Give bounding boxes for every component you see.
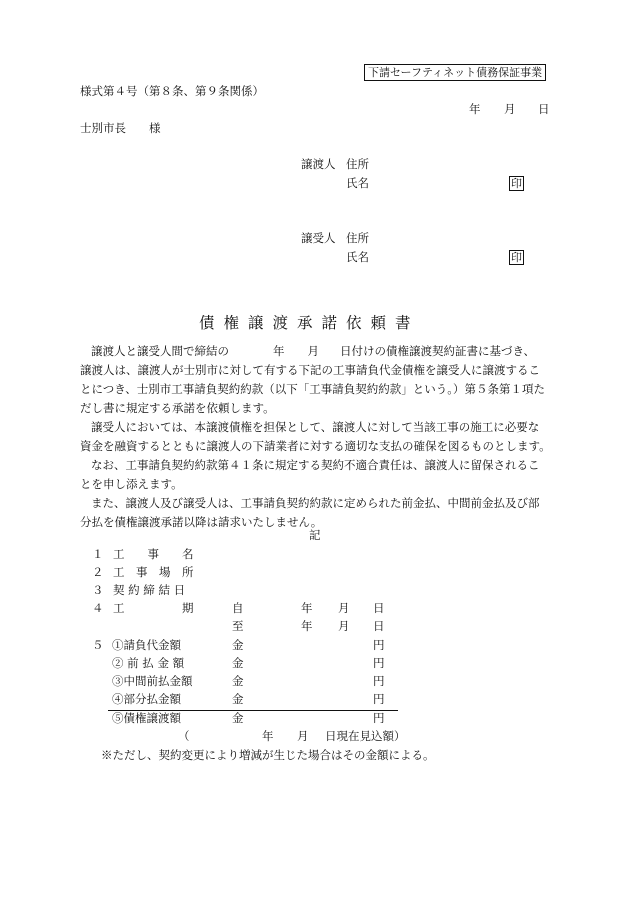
amount-prefix: 金 [232, 692, 244, 706]
paragraph-4-line-2: 分払を債権譲渡承諾以降は請求いたしません。 [80, 515, 323, 529]
date-day-label: 日 [538, 102, 550, 116]
paragraph-2-line-1 [80, 418, 558, 437]
p1-text-b: 日付けの債権譲渡契約証書に基づき、 [340, 344, 536, 358]
p1-month: 月 [307, 344, 319, 358]
footnote: ※ただし、契約変更により増減が生じた場合はその金額による。 [101, 748, 435, 762]
p4-text-1: また、譲渡人及び譲受人は、工事請負契約約款に定められた前金払、中間前金払及び部 [91, 496, 540, 510]
amount-label-interim-advance: ③中間前払金額 [112, 674, 193, 688]
transferor-name-label: 氏名 [346, 176, 369, 190]
transferor-seal: 印 [511, 177, 522, 190]
date-year-label: 年 [469, 102, 481, 116]
transferee-seal: 印 [511, 251, 522, 264]
paragraph-1-line-3: とにつき、士別市工事請負契約約款（以下「工事請負契約約款」という。）第５条第１項た [80, 382, 546, 396]
item-4-label: 工 期 [113, 601, 194, 615]
paragraph-4-line-1 [80, 494, 558, 513]
amount-suffix: 円 [373, 692, 385, 706]
ki-heading: 記 [309, 528, 321, 542]
as-of-tail: 日現在見込額） [325, 729, 406, 743]
as-of-month: 月 [297, 729, 309, 743]
paragraph-3-line-1 [80, 456, 558, 475]
transferor-address-label: 住所 [346, 157, 369, 171]
item-3-label: 契 約 締 結 日 [113, 583, 186, 597]
paragraph-1-line-1 [80, 342, 558, 361]
item-2-number: ２ [92, 565, 104, 579]
p3-text-1: なお、工事請負契約約款第４１条に規定する契約不適合責任は、譲渡人に留保されるこ [91, 458, 540, 472]
amount-prefix: 金 [232, 638, 244, 652]
item-5-number: ５ [92, 638, 104, 652]
period-from-month: 月 [338, 601, 350, 615]
addressee: 士別市長 様 [80, 121, 161, 135]
document-title: 債権譲渡承諾依頼書 [199, 314, 420, 332]
body-text [80, 342, 558, 532]
form-number: 様式第４号（第８条、第９条関係） [80, 84, 264, 98]
as-of-open: （ [178, 729, 190, 743]
period-to-day: 日 [373, 619, 385, 633]
p2-text-1: 譲受人においては、本譲渡債権を担保として、譲渡人に対して当該工事の施工に必要な [91, 420, 540, 434]
p1-year: 年 [273, 344, 285, 358]
paragraph-2-line-2: 資金を融資するとともに譲渡人の下請業者に対する適切な支払の確保を図るものとします。 [80, 439, 551, 453]
period-to-month: 月 [338, 619, 350, 633]
paragraph-1-line-2: 譲渡人は、譲渡人が士別市に対して有する下記の工事請負代金債権を譲受人に譲渡するこ [80, 363, 540, 377]
transferor-role: 譲渡人 [301, 157, 336, 171]
paragraph-3-line-2: とを申し添えます。 [80, 477, 183, 491]
amount-suffix: 円 [373, 711, 385, 725]
amount-label-advance: ② 前 払 金 額 [112, 656, 185, 670]
transferee-address-label: 住所 [346, 231, 369, 245]
period-to: 至 [232, 619, 244, 633]
amount-suffix: 円 [373, 674, 385, 688]
project-name-box: 下請セーフティネット債務保証事業 [364, 64, 546, 81]
transferee-name-label: 氏名 [346, 250, 369, 264]
item-3-number: ３ [92, 583, 104, 597]
amount-label-partial: ④部分払金額 [112, 692, 181, 706]
period-from: 自 [232, 601, 244, 615]
period-to-year: 年 [301, 619, 313, 633]
period-from-year: 年 [301, 601, 313, 615]
item-1-number: １ [92, 547, 104, 561]
p1-text-a: 譲渡人と譲受人間で締結の [91, 344, 229, 358]
item-1-label: 工 事 名 [113, 547, 194, 561]
period-from-day: 日 [373, 601, 385, 615]
amount-prefix: 金 [232, 656, 244, 670]
amount-label-contract: ①請負代金額 [112, 638, 181, 652]
as-of-year: 年 [262, 729, 274, 743]
amount-label-transfer: ⑤債権譲渡額 [112, 711, 181, 725]
item-2-label: 工 事 場 所 [113, 565, 194, 579]
amount-prefix: 金 [232, 711, 244, 725]
transferee-role: 譲受人 [301, 231, 336, 245]
item-4-number: ４ [92, 601, 104, 615]
amount-prefix: 金 [232, 674, 244, 688]
paragraph-1-line-4: だし書に規定する承諾を依頼します。 [80, 401, 275, 415]
amount-suffix: 円 [373, 638, 385, 652]
date-month-label: 月 [504, 102, 516, 116]
amount-suffix: 円 [373, 656, 385, 670]
